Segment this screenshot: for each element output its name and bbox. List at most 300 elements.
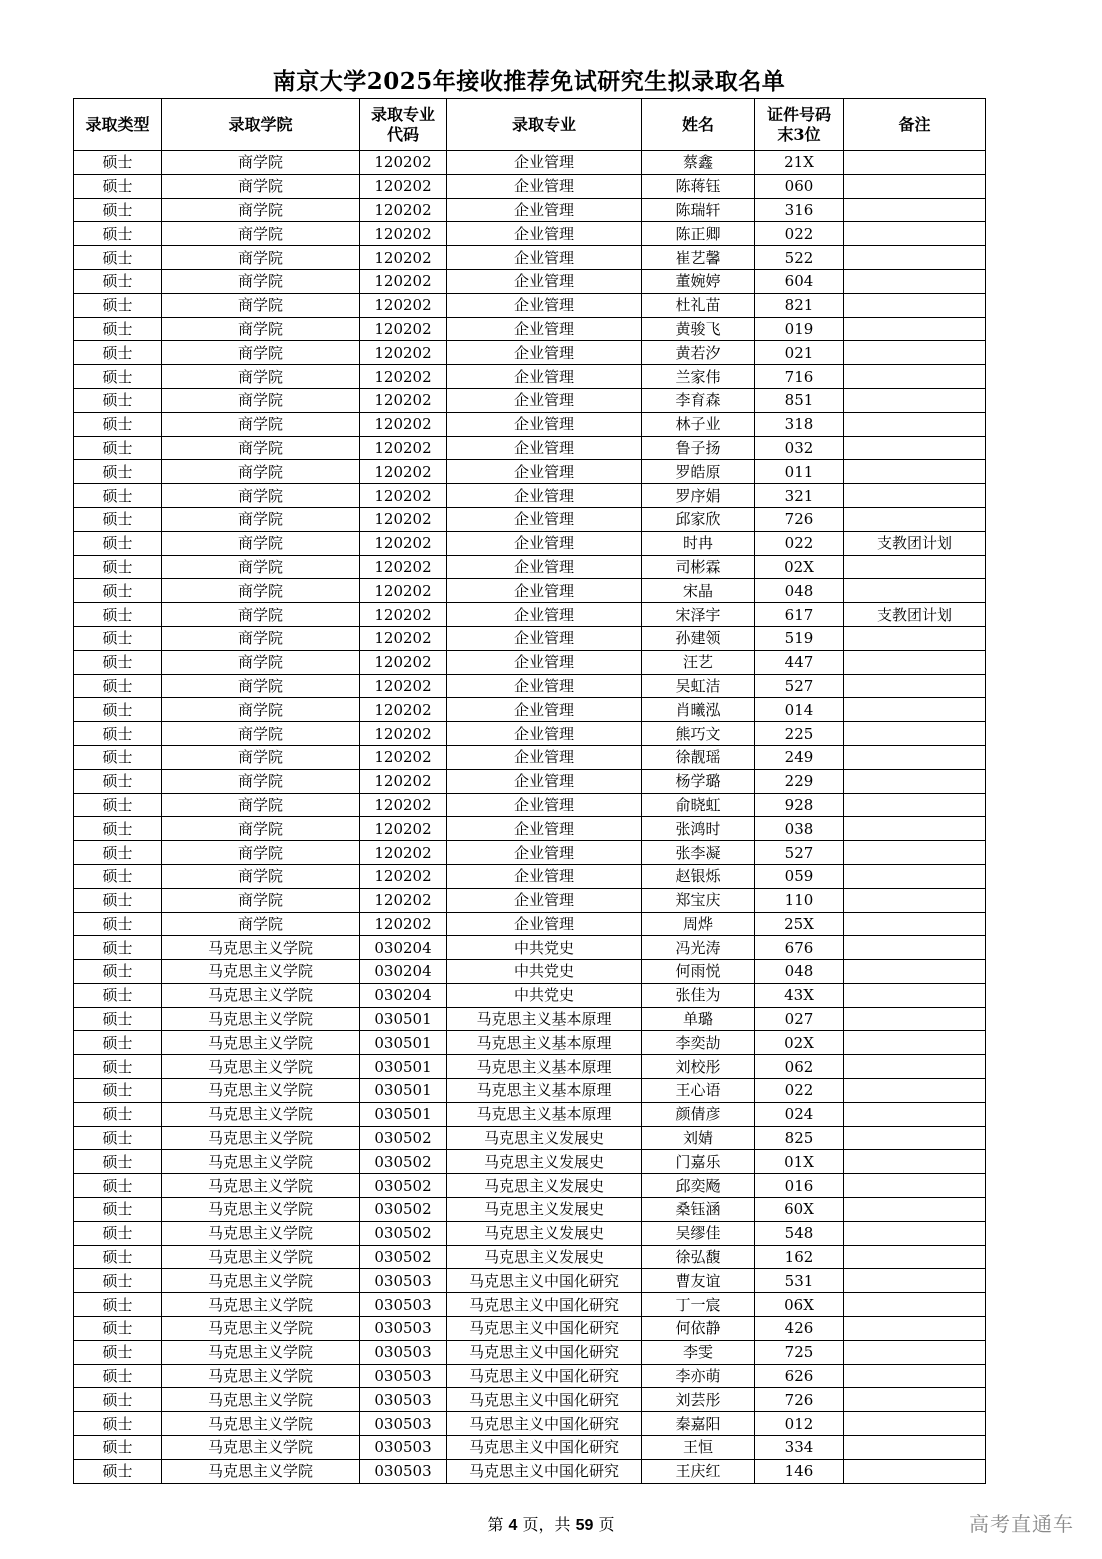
cell-name: 颜倩彦 <box>642 1102 755 1126</box>
cell-remark <box>844 484 986 508</box>
table-row <box>74 1364 986 1388</box>
cell-name: 杨学璐 <box>642 769 755 793</box>
cell-name: 熊巧文 <box>642 722 755 746</box>
cell-admission-type: 硕士 <box>74 864 162 888</box>
cell-id-last3: 01X <box>755 1150 844 1174</box>
table-row <box>74 841 986 865</box>
cell-remark <box>844 1150 986 1174</box>
cell-major-code: 030503 <box>360 1317 447 1341</box>
cell-admission-type: 硕士 <box>74 198 162 222</box>
cell-admission-type: 硕士 <box>74 507 162 531</box>
cell-college: 商学院 <box>162 817 360 841</box>
table-row <box>74 912 986 936</box>
cell-remark <box>844 960 986 984</box>
table-row <box>74 1031 986 1055</box>
cell-major-code: 030503 <box>360 1412 447 1436</box>
cell-name: 黄骏飞 <box>642 317 755 341</box>
table-row <box>74 1174 986 1198</box>
cell-college: 商学院 <box>162 222 360 246</box>
cell-remark <box>844 745 986 769</box>
cell-college: 商学院 <box>162 912 360 936</box>
cell-id-last3: 06X <box>755 1293 844 1317</box>
cell-major: 企业管理 <box>447 745 642 769</box>
cell-remark <box>844 793 986 817</box>
cell-major: 马克思主义发展史 <box>447 1150 642 1174</box>
cell-major-code: 120202 <box>360 769 447 793</box>
cell-major: 马克思主义中国化研究 <box>447 1269 642 1293</box>
cell-major-code: 030501 <box>360 1055 447 1079</box>
cell-name: 宋泽宇 <box>642 603 755 627</box>
cell-name: 宋晶 <box>642 579 755 603</box>
table-row <box>74 388 986 412</box>
cell-major: 企业管理 <box>447 650 642 674</box>
cell-name: 罗皓原 <box>642 460 755 484</box>
cell-major-code: 120202 <box>360 745 447 769</box>
cell-college: 马克思主义学院 <box>162 1364 360 1388</box>
cell-id-last3: 024 <box>755 1102 844 1126</box>
cell-college: 商学院 <box>162 293 360 317</box>
admission-table <box>73 98 986 1484</box>
cell-major-code: 120202 <box>360 912 447 936</box>
cell-id-last3: 146 <box>755 1459 844 1483</box>
cell-admission-type: 硕士 <box>74 293 162 317</box>
cell-name: 张鸿时 <box>642 817 755 841</box>
cell-college: 商学院 <box>162 674 360 698</box>
cell-name: 黄若汐 <box>642 341 755 365</box>
cell-admission-type: 硕士 <box>74 626 162 650</box>
cell-id-last3: 021 <box>755 341 844 365</box>
cell-id-last3: 019 <box>755 317 844 341</box>
cell-id-last3: 821 <box>755 293 844 317</box>
cell-admission-type: 硕士 <box>74 1340 162 1364</box>
cell-major: 中共党史 <box>447 936 642 960</box>
cell-admission-type: 硕士 <box>74 484 162 508</box>
table-row <box>74 460 986 484</box>
cell-remark <box>844 388 986 412</box>
header-id-last3: 证件号码末3位 <box>755 99 844 151</box>
cell-id-last3: 604 <box>755 269 844 293</box>
cell-admission-type: 硕士 <box>74 1388 162 1412</box>
cell-major-code: 120202 <box>360 365 447 389</box>
cell-admission-type: 硕士 <box>74 793 162 817</box>
cell-admission-type: 硕士 <box>74 1317 162 1341</box>
cell-id-last3: 062 <box>755 1055 844 1079</box>
cell-major: 马克思主义发展史 <box>447 1126 642 1150</box>
table-row <box>74 960 986 984</box>
cell-major-code: 030204 <box>360 983 447 1007</box>
cell-major-code: 030501 <box>360 1079 447 1103</box>
cell-major-code: 030501 <box>360 1031 447 1055</box>
cell-major-code: 030502 <box>360 1126 447 1150</box>
cell-admission-type: 硕士 <box>74 222 162 246</box>
table-row <box>74 1436 986 1460</box>
cell-major-code: 120202 <box>360 341 447 365</box>
footer-suffix: 页 <box>598 1515 615 1534</box>
cell-college: 马克思主义学院 <box>162 1102 360 1126</box>
cell-remark <box>844 698 986 722</box>
cell-id-last3: 012 <box>755 1412 844 1436</box>
cell-id-last3: 060 <box>755 174 844 198</box>
cell-remark <box>844 246 986 270</box>
cell-admission-type: 硕士 <box>74 1174 162 1198</box>
table-row <box>74 484 986 508</box>
cell-admission-type: 硕士 <box>74 841 162 865</box>
footer-middle: 页，共 <box>522 1515 571 1534</box>
cell-major-code: 120202 <box>360 603 447 627</box>
cell-name: 李奕劼 <box>642 1031 755 1055</box>
cell-name: 李雯 <box>642 1340 755 1364</box>
cell-major: 企业管理 <box>447 769 642 793</box>
cell-major-code: 120202 <box>360 388 447 412</box>
cell-remark <box>844 841 986 865</box>
cell-major: 企业管理 <box>447 603 642 627</box>
cell-id-last3: 617 <box>755 603 844 627</box>
cell-major: 马克思主义基本原理 <box>447 1007 642 1031</box>
table-row <box>74 793 986 817</box>
cell-remark <box>844 174 986 198</box>
cell-name: 崔艺馨 <box>642 246 755 270</box>
cell-remark <box>844 269 986 293</box>
cell-id-last3: 016 <box>755 1174 844 1198</box>
cell-major: 企业管理 <box>447 246 642 270</box>
cell-major: 企业管理 <box>447 484 642 508</box>
cell-college: 马克思主义学院 <box>162 1126 360 1150</box>
cell-id-last3: 548 <box>755 1221 844 1245</box>
cell-major: 企业管理 <box>447 222 642 246</box>
cell-college: 马克思主义学院 <box>162 1459 360 1483</box>
cell-name: 李亦萌 <box>642 1364 755 1388</box>
cell-name: 刘婧 <box>642 1126 755 1150</box>
cell-major-code: 030502 <box>360 1150 447 1174</box>
cell-college: 商学院 <box>162 246 360 270</box>
table-row <box>74 817 986 841</box>
cell-admission-type: 硕士 <box>74 1102 162 1126</box>
cell-remark <box>844 436 986 460</box>
table-row <box>74 1055 986 1079</box>
cell-major: 企业管理 <box>447 507 642 531</box>
cell-college: 马克思主义学院 <box>162 1198 360 1222</box>
cell-admission-type: 硕士 <box>74 769 162 793</box>
cell-name: 何雨悦 <box>642 960 755 984</box>
cell-college: 马克思主义学院 <box>162 1007 360 1031</box>
cell-college: 马克思主义学院 <box>162 1293 360 1317</box>
cell-name: 何依静 <box>642 1317 755 1341</box>
watermark: 高考直通车 <box>969 1512 1074 1536</box>
cell-remark <box>844 912 986 936</box>
table-row <box>74 1293 986 1317</box>
cell-admission-type: 硕士 <box>74 1269 162 1293</box>
table-row <box>74 864 986 888</box>
cell-name: 司彬霖 <box>642 555 755 579</box>
cell-college: 商学院 <box>162 579 360 603</box>
cell-college: 马克思主义学院 <box>162 1055 360 1079</box>
cell-college: 商学院 <box>162 864 360 888</box>
table-row <box>74 1459 986 1483</box>
cell-college: 马克思主义学院 <box>162 1340 360 1364</box>
cell-admission-type: 硕士 <box>74 1079 162 1103</box>
cell-major-code: 120202 <box>360 484 447 508</box>
cell-name: 吴虹洁 <box>642 674 755 698</box>
cell-admission-type: 硕士 <box>74 1007 162 1031</box>
cell-major-code: 030502 <box>360 1245 447 1269</box>
cell-admission-type: 硕士 <box>74 817 162 841</box>
cell-major-code: 120202 <box>360 436 447 460</box>
cell-remark <box>844 1126 986 1150</box>
cell-id-last3: 014 <box>755 698 844 722</box>
cell-name: 李育森 <box>642 388 755 412</box>
cell-name: 陈正卿 <box>642 222 755 246</box>
cell-admission-type: 硕士 <box>74 365 162 389</box>
cell-remark <box>844 198 986 222</box>
cell-major-code: 120202 <box>360 555 447 579</box>
cell-major: 企业管理 <box>447 198 642 222</box>
cell-remark <box>844 817 986 841</box>
cell-major-code: 120202 <box>360 246 447 270</box>
table-row <box>74 936 986 960</box>
cell-id-last3: 716 <box>755 365 844 389</box>
cell-name: 吴缪佳 <box>642 1221 755 1245</box>
header-college: 录取学院 <box>162 99 360 151</box>
cell-college: 马克思主义学院 <box>162 1269 360 1293</box>
cell-admission-type: 硕士 <box>74 579 162 603</box>
cell-id-last3: 027 <box>755 1007 844 1031</box>
cell-major-code: 120202 <box>360 460 447 484</box>
table-row <box>74 1388 986 1412</box>
cell-major: 马克思主义基本原理 <box>447 1102 642 1126</box>
cell-admission-type: 硕士 <box>74 174 162 198</box>
cell-major-code: 120202 <box>360 412 447 436</box>
cell-remark <box>844 365 986 389</box>
cell-name: 陈瑞轩 <box>642 198 755 222</box>
cell-admission-type: 硕士 <box>74 983 162 1007</box>
cell-major: 企业管理 <box>447 841 642 865</box>
header-row <box>74 99 986 151</box>
cell-major: 企业管理 <box>447 341 642 365</box>
cell-major: 企业管理 <box>447 555 642 579</box>
table-row <box>74 507 986 531</box>
cell-major: 中共党史 <box>447 960 642 984</box>
cell-name: 陈蒋钰 <box>642 174 755 198</box>
cell-name: 徐弘馥 <box>642 1245 755 1269</box>
cell-admission-type: 硕士 <box>74 246 162 270</box>
cell-remark <box>844 1174 986 1198</box>
cell-major-code: 120202 <box>360 151 447 175</box>
cell-college: 商学院 <box>162 412 360 436</box>
cell-major-code: 030502 <box>360 1174 447 1198</box>
table-row <box>74 198 986 222</box>
cell-major: 中共党史 <box>447 983 642 1007</box>
cell-remark <box>844 507 986 531</box>
cell-name: 汪艺 <box>642 650 755 674</box>
cell-admission-type: 硕士 <box>74 531 162 555</box>
cell-id-last3: 02X <box>755 1031 844 1055</box>
cell-major: 马克思主义中国化研究 <box>447 1436 642 1460</box>
cell-name: 俞晓虹 <box>642 793 755 817</box>
header-admission-type: 录取类型 <box>74 99 162 151</box>
cell-id-last3: 032 <box>755 436 844 460</box>
cell-college: 商学院 <box>162 174 360 198</box>
cell-major-code: 120202 <box>360 722 447 746</box>
cell-admission-type: 硕士 <box>74 1245 162 1269</box>
cell-id-last3: 522 <box>755 246 844 270</box>
cell-college: 商学院 <box>162 841 360 865</box>
cell-admission-type: 硕士 <box>74 650 162 674</box>
cell-name: 曹友谊 <box>642 1269 755 1293</box>
cell-major-code: 120202 <box>360 531 447 555</box>
cell-major: 企业管理 <box>447 174 642 198</box>
table-row <box>74 1412 986 1436</box>
cell-admission-type: 硕士 <box>74 341 162 365</box>
cell-admission-type: 硕士 <box>74 1031 162 1055</box>
cell-id-last3: 43X <box>755 983 844 1007</box>
cell-name: 邱奕飏 <box>642 1174 755 1198</box>
cell-major-code: 030503 <box>360 1340 447 1364</box>
header-name: 姓名 <box>642 99 755 151</box>
cell-id-last3: 531 <box>755 1269 844 1293</box>
cell-major: 企业管理 <box>447 817 642 841</box>
table-row <box>74 769 986 793</box>
cell-major-code: 120202 <box>360 841 447 865</box>
cell-college: 马克思主义学院 <box>162 1317 360 1341</box>
cell-major-code: 030503 <box>360 1388 447 1412</box>
cell-major: 马克思主义中国化研究 <box>447 1340 642 1364</box>
cell-admission-type: 硕士 <box>74 960 162 984</box>
cell-remark <box>844 888 986 912</box>
cell-remark <box>844 1079 986 1103</box>
total-pages: 59 <box>575 1517 594 1534</box>
cell-remark <box>844 864 986 888</box>
cell-remark <box>844 222 986 246</box>
table-row <box>74 317 986 341</box>
cell-major: 企业管理 <box>447 888 642 912</box>
table-row <box>74 888 986 912</box>
cell-name: 张佳为 <box>642 983 755 1007</box>
cell-college: 商学院 <box>162 151 360 175</box>
table-body <box>74 151 986 1484</box>
cell-major: 企业管理 <box>447 151 642 175</box>
cell-admission-type: 硕士 <box>74 1055 162 1079</box>
cell-id-last3: 059 <box>755 864 844 888</box>
table-row <box>74 436 986 460</box>
table-row <box>74 1221 986 1245</box>
cell-college: 商学院 <box>162 603 360 627</box>
cell-college: 商学院 <box>162 650 360 674</box>
table-row <box>74 722 986 746</box>
cell-id-last3: 25X <box>755 912 844 936</box>
cell-id-last3: 048 <box>755 960 844 984</box>
table-row <box>74 412 986 436</box>
cell-major-code: 120202 <box>360 650 447 674</box>
cell-remark <box>844 555 986 579</box>
cell-admission-type: 硕士 <box>74 1150 162 1174</box>
cell-admission-type: 硕士 <box>74 151 162 175</box>
cell-remark <box>844 341 986 365</box>
cell-name: 门嘉乐 <box>642 1150 755 1174</box>
table-row <box>74 1340 986 1364</box>
cell-college: 马克思主义学院 <box>162 983 360 1007</box>
cell-major-code: 120202 <box>360 579 447 603</box>
cell-major-code: 030503 <box>360 1436 447 1460</box>
cell-major: 企业管理 <box>447 698 642 722</box>
cell-major: 马克思主义中国化研究 <box>447 1317 642 1341</box>
cell-college: 马克思主义学院 <box>162 936 360 960</box>
cell-college: 商学院 <box>162 341 360 365</box>
cell-major: 马克思主义基本原理 <box>447 1079 642 1103</box>
cell-remark <box>844 579 986 603</box>
cell-id-last3: 60X <box>755 1198 844 1222</box>
cell-id-last3: 676 <box>755 936 844 960</box>
header-major: 录取专业 <box>447 99 642 151</box>
cell-remark <box>844 151 986 175</box>
cell-remark <box>844 769 986 793</box>
table-row <box>74 174 986 198</box>
cell-admission-type: 硕士 <box>74 317 162 341</box>
cell-id-last3: 321 <box>755 484 844 508</box>
cell-name: 肖曦泓 <box>642 698 755 722</box>
table-row <box>74 555 986 579</box>
table-row <box>74 246 986 270</box>
cell-college: 商学院 <box>162 317 360 341</box>
cell-id-last3: 726 <box>755 1388 844 1412</box>
cell-name: 邱家欣 <box>642 507 755 531</box>
table-row <box>74 269 986 293</box>
cell-id-last3: 249 <box>755 745 844 769</box>
cell-id-last3: 048 <box>755 579 844 603</box>
cell-major-code: 030502 <box>360 1221 447 1245</box>
cell-admission-type: 硕士 <box>74 888 162 912</box>
cell-college: 商学院 <box>162 436 360 460</box>
table-row <box>74 1245 986 1269</box>
cell-id-last3: 527 <box>755 674 844 698</box>
cell-college: 商学院 <box>162 722 360 746</box>
cell-major-code: 120202 <box>360 626 447 650</box>
table-row <box>74 1102 986 1126</box>
cell-remark <box>844 412 986 436</box>
cell-id-last3: 038 <box>755 817 844 841</box>
cell-major-code: 120202 <box>360 293 447 317</box>
cell-remark <box>844 626 986 650</box>
cell-name: 兰家伟 <box>642 365 755 389</box>
cell-remark <box>844 722 986 746</box>
cell-college: 马克思主义学院 <box>162 1388 360 1412</box>
cell-id-last3: 726 <box>755 507 844 531</box>
cell-id-last3: 022 <box>755 222 844 246</box>
cell-id-last3: 318 <box>755 412 844 436</box>
table-row <box>74 698 986 722</box>
cell-major-code: 030501 <box>360 1102 447 1126</box>
cell-major: 企业管理 <box>447 722 642 746</box>
cell-college: 马克思主义学院 <box>162 1412 360 1436</box>
cell-name: 王恒 <box>642 1436 755 1460</box>
cell-id-last3: 725 <box>755 1340 844 1364</box>
cell-name: 林子业 <box>642 412 755 436</box>
cell-id-last3: 825 <box>755 1126 844 1150</box>
table-row <box>74 531 986 555</box>
cell-major: 马克思主义发展史 <box>447 1174 642 1198</box>
cell-major-code: 120202 <box>360 222 447 246</box>
cell-id-last3: 527 <box>755 841 844 865</box>
cell-id-last3: 225 <box>755 722 844 746</box>
cell-admission-type: 硕士 <box>74 1364 162 1388</box>
cell-admission-type: 硕士 <box>74 674 162 698</box>
cell-remark <box>844 293 986 317</box>
cell-name: 冯光涛 <box>642 936 755 960</box>
cell-major: 马克思主义中国化研究 <box>447 1364 642 1388</box>
cell-major-code: 120202 <box>360 317 447 341</box>
cell-major-code: 030502 <box>360 1198 447 1222</box>
cell-college: 马克思主义学院 <box>162 1031 360 1055</box>
cell-name: 杜礼苗 <box>642 293 755 317</box>
